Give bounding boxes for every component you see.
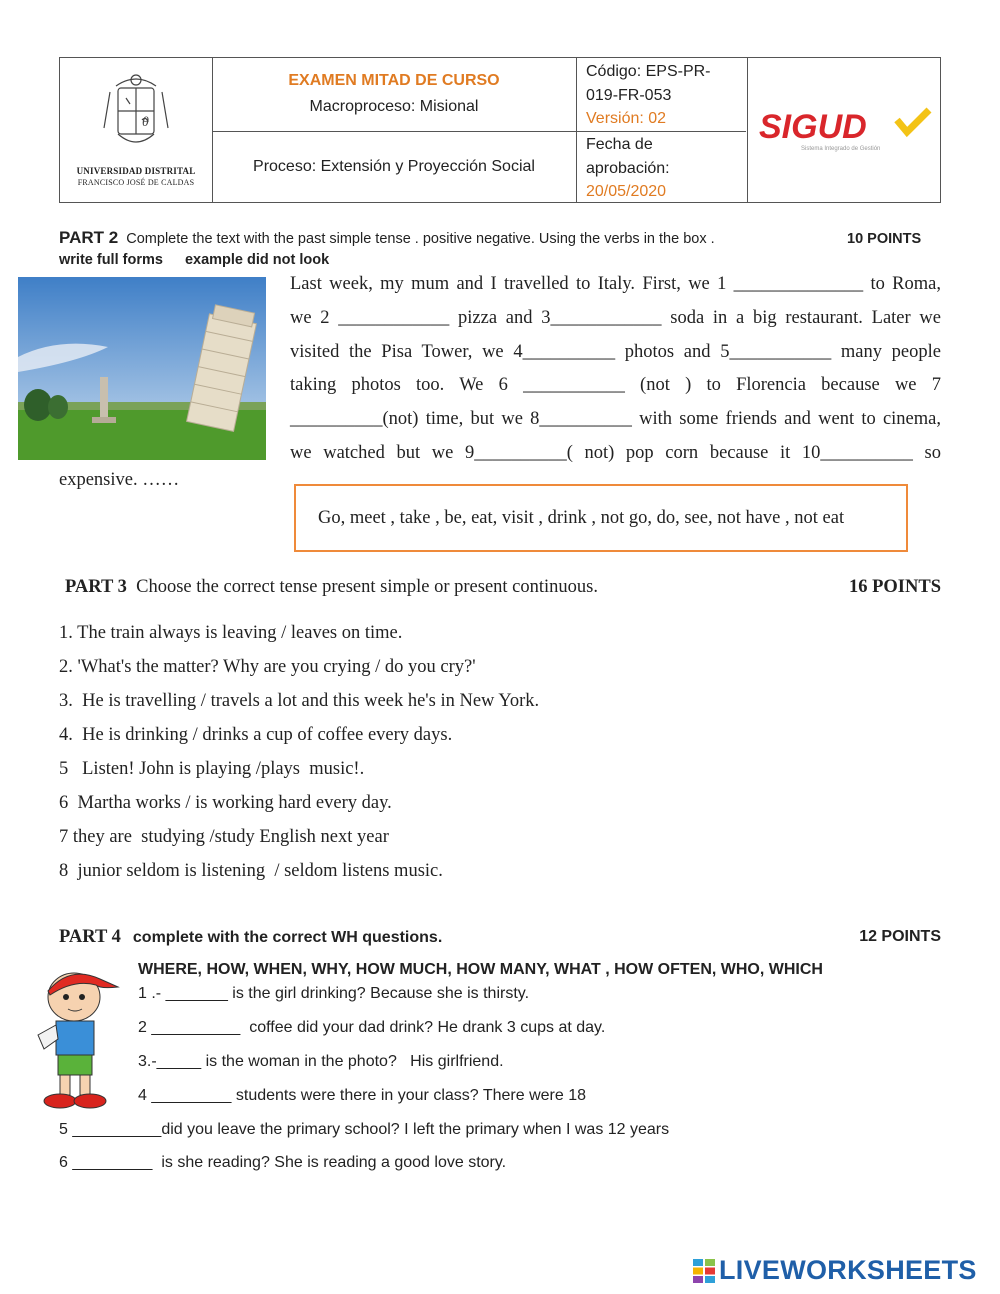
paragraph-line: we 2 ____________ pizza and 3____________ soda in a big restaurant. Later we	[290, 307, 941, 328]
question-item: 4 _________ students were there in your class? There were 18	[138, 1087, 586, 1104]
list-item: 4. He is drinking / drinks a cup of coffee every days.	[59, 725, 453, 745]
fecha-block	[586, 133, 670, 204]
header-table	[59, 57, 941, 203]
fecha-line2: aprobación:	[586, 159, 670, 177]
list-item: 8 junior seldom is listening / seldom listens music.	[59, 861, 443, 881]
pisa-tower-photo	[18, 277, 266, 460]
part4-points: 12 POINTS	[859, 928, 941, 945]
question-item: 5 __________did you leave the primary school? I left the primary when I was 12 years	[59, 1121, 670, 1138]
university-subname: FRANCISCO JOSÉ DE CALDAS	[77, 178, 195, 187]
university-crest-icon	[60, 58, 212, 164]
part3-list	[59, 620, 539, 892]
liveworksheets-icon	[693, 1259, 715, 1283]
paragraph-line: taking photos too. We 6 ___________ (not ) to Florencia because we 7	[290, 375, 941, 396]
codigo-block	[586, 60, 711, 131]
part3-points: 16 POINTS	[848, 577, 941, 597]
version-label: Versión: 02	[586, 110, 667, 127]
divider	[576, 58, 577, 202]
exam-title: EXAMEN MITAD DE CURSO	[288, 72, 500, 89]
question-item: 6 _________ is she reading? She is reading a good love story.	[59, 1154, 507, 1171]
codigo-line2: 019-FR-053	[586, 86, 672, 104]
divider	[747, 58, 748, 202]
part3-label: PART 3	[65, 577, 127, 597]
part2-heading	[59, 228, 949, 248]
sigud-tagline: Sistema Integrado de Gestión	[801, 146, 881, 152]
paragraph-line: we watched but we 9__________( not) pop corn because it 10__________ so	[290, 442, 941, 463]
part4-heading	[59, 927, 442, 948]
paragraph-line: Last week, my mum and I travelled to Italy. First, we 1 ______________ to Roma,	[290, 274, 941, 294]
list-item: 5 Listen! John is playing /plays music!.	[59, 759, 365, 779]
part4-label: PART 4	[59, 927, 121, 947]
question-item: 2 __________ coffee did your dad drink? He drank 3 cups at day.	[138, 1019, 606, 1036]
proceso-label: Proceso: Extensión y Proyección Social	[253, 158, 535, 175]
codigo-line1: Código: EPS-PR-	[586, 63, 711, 80]
boy-cartoon	[30, 965, 130, 1110]
part2-sub-left: write full forms	[59, 252, 163, 268]
part2-instruction: Complete the text with the past simple tense . positive negative. Using the verbs in the box .	[126, 231, 715, 247]
part2-points: 10 POINTS	[847, 231, 922, 247]
list-item: 7 they are studying /study English next year	[59, 827, 389, 847]
divider	[212, 131, 746, 132]
part3-heading	[65, 577, 598, 598]
list-item: 6 Martha works / is working hard every day.	[59, 793, 392, 813]
fecha-line1: Fecha de	[586, 136, 653, 153]
part4-instruction: complete with the correct WH questions.	[132, 929, 443, 946]
verb-list: Go, meet , take , be, eat, visit , drink , not go, do, see, not have , not eat	[318, 508, 845, 528]
sigud-logo	[757, 106, 937, 156]
checkmark-icon	[897, 110, 929, 132]
sigud-wordmark: SIGUD	[759, 108, 867, 146]
paragraph-line: visited the Pisa Tower, we 4__________ photos and 5___________ many people	[290, 341, 941, 362]
list-item: 1. The train always is leaving / leaves on time.	[59, 623, 403, 643]
part2-paragraph	[290, 268, 941, 471]
verb-box	[294, 484, 908, 552]
question-item: 1 .- _______ is the girl drinking? Because she is thirsty.	[138, 985, 530, 1002]
part3-instruction: Choose the correct tense present simple or present continuous.	[136, 577, 598, 597]
list-item: 2. 'What's the matter? Why are you crying / do you cry?'	[59, 657, 476, 677]
part2-subheading	[59, 252, 329, 268]
liveworksheets-logo	[693, 1255, 993, 1285]
university-name: UNIVERSIDAD DISTRITAL	[76, 166, 196, 176]
fecha-value: 20/05/2020	[586, 183, 667, 200]
university-logo	[60, 58, 212, 204]
question-item: 3.-_____ is the woman in the photo? His girlfriend.	[138, 1053, 504, 1070]
paragraph-line: __________(not) time, but we 8__________ with some friends and went to cinema,	[290, 409, 941, 430]
macroproceso-label: Macroproceso: Misional	[309, 98, 479, 115]
part2-label: PART 2	[59, 228, 119, 247]
list-item: 3. He is travelling / travels a lot and this week he's in New York.	[59, 691, 540, 711]
wh-words: WHERE, HOW, WHEN, WHY, HOW MUCH, HOW MANY, WHAT , HOW OFTEN, WHO, WHICH	[138, 961, 823, 978]
paragraph-last-line: expensive. ……	[59, 470, 180, 490]
svg-text:θ: θ	[142, 115, 149, 130]
liveworksheets-wordmark: LIVEWORKSHEETS	[719, 1255, 977, 1285]
part2-example: example did not look	[184, 252, 330, 268]
